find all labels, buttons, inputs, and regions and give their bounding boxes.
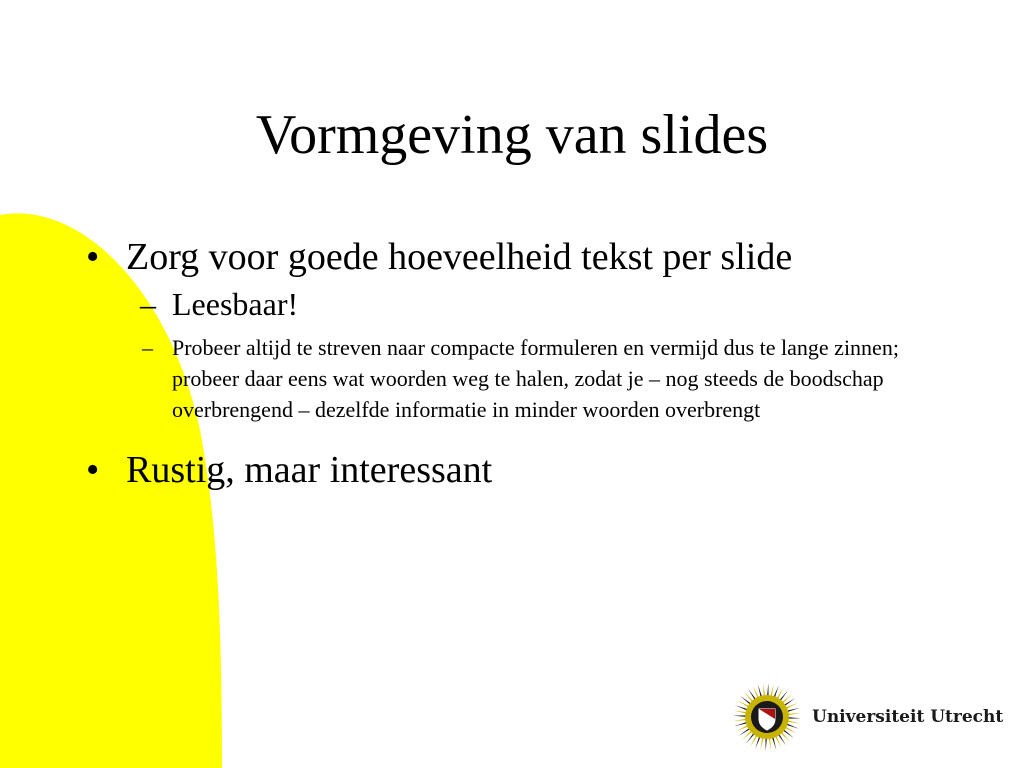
university-logo [732,682,1003,752]
university-seal-icon [732,682,802,752]
sub-bullet-list [126,284,946,425]
sub-bullet-item [126,332,942,425]
university-name: Universiteit Utrecht [812,707,1004,727]
sub-bullet-marker: – [140,286,156,322]
sub-bullet-item [126,284,946,324]
bullet-text: Zorg voor goede hoeveelheid tekst per slide [126,236,793,278]
sub-bullet-marker: – [142,335,153,360]
bullet-list [86,232,946,495]
bullet-item [86,232,946,425]
slide-title: Vormgeving van slides [255,104,769,166]
bullet-marker: • [86,449,100,491]
sub-bullet-text: Leesbaar! [172,286,299,322]
bullet-item [86,445,946,495]
sub-bullet-text: Probeer altijd te streven naar compacte formuleren en vermijd dus te lange zinnen; probeer daar eens wat woorden weg te halen, zodat je – nog steeds de boodschap overbrengend – dezelfde informatie in minder woorden overbrengt [172,335,899,422]
bullet-text: Rustig, maar interessant [126,449,493,491]
bullet-marker: • [86,236,100,278]
